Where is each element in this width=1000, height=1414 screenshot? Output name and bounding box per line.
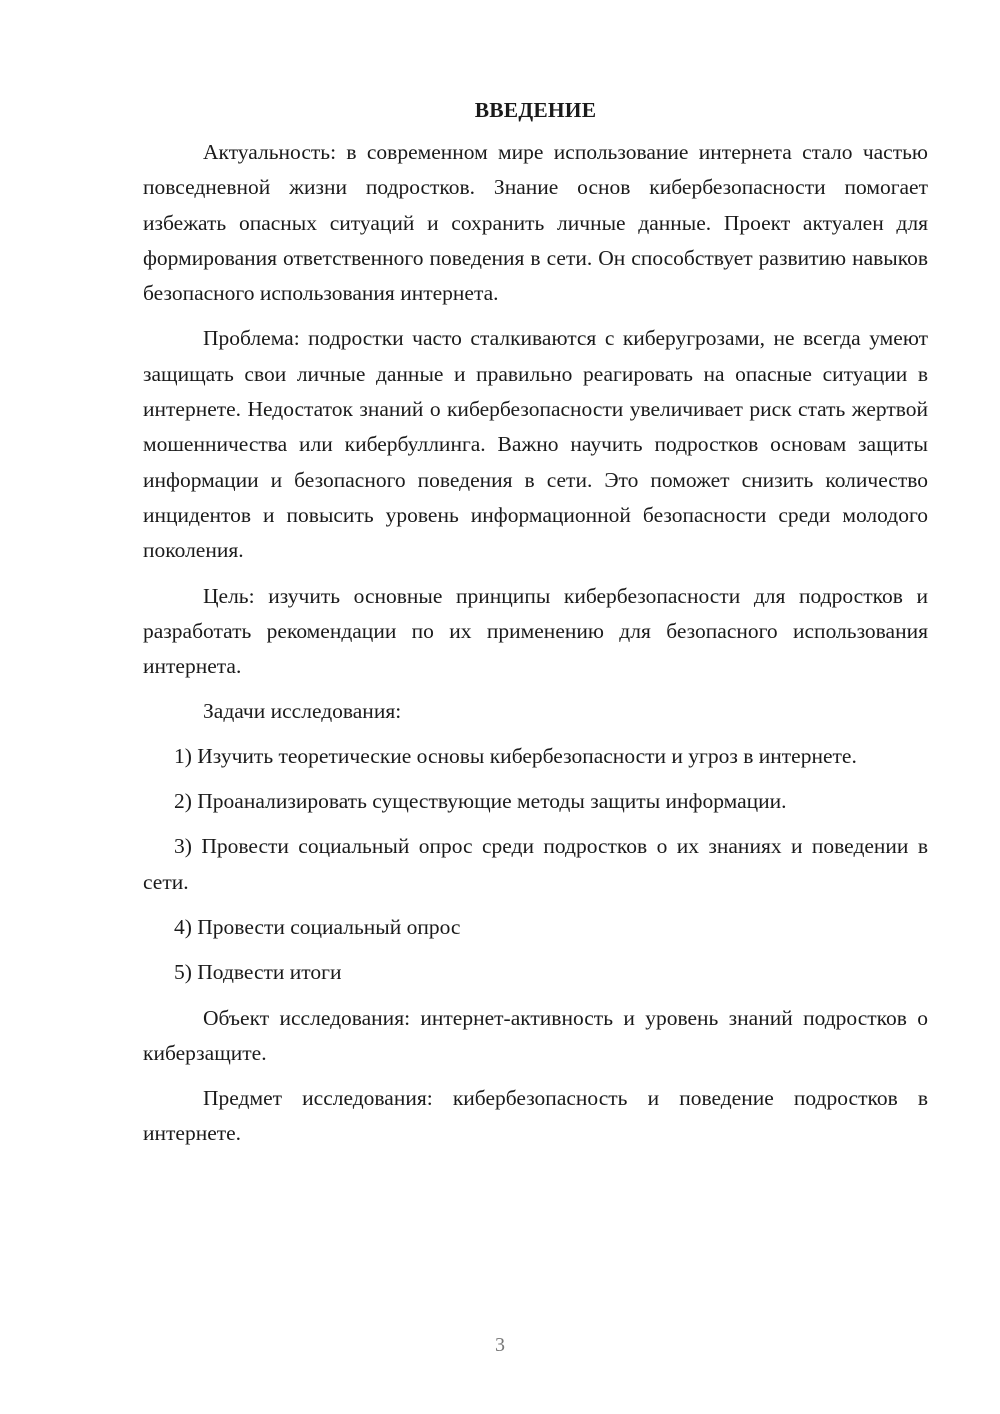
task-item-3: 3) Провести социальный опрос среди подростков о их знаниях и поведении в сети.	[143, 834, 928, 894]
paragraph-relevance: Актуальность: в современном мире использование интернета стало частью повседневной жизни подростков. Знание основ кибербезопасности помогает избежать опасных ситуаций и сохранить личные данные. Проект актуален для формирования ответственного поведения в сети. Он способствует развитию навыков безопасного использования интернета.	[143, 140, 928, 306]
page-number: 3	[495, 1334, 505, 1356]
document-page	[143, 92, 928, 1162]
paragraph-goal: Цель: изучить основные принципы кибербезопасности для подростков и разработать рекомендации по их применению для безопасного использования интернета.	[143, 583, 928, 679]
tasks-heading: Задачи исследования:	[203, 699, 402, 724]
task-item-2: 2) Проанализировать существующие методы защиты информации.	[174, 789, 787, 814]
task-item-5: 5) Подвести итоги	[174, 960, 342, 985]
paragraph-problem: Проблема: подростки часто сталкиваются с киберугрозами, не всегда умеют защищать свои личные данные и правильно реагировать на опасные ситуации в интернете. Недостаток знаний о кибербезопасности увеличивает риск стать жертвой мошенничества или кибербуллинга. Важно научить подростков основам защиты информации и безопасного поведения в сети. Это поможет снизить количество инцидентов и повысить уровень информационной безопасности среди молодого поколения.	[143, 326, 928, 563]
task-item-4: 4) Провести социальный опрос	[174, 914, 461, 939]
paragraph-subject: Предмет исследования: кибербезопасность и поведение подростков в интернете.	[143, 1086, 928, 1146]
task-item-1: 1) Изучить теоретические основы кибербезопасности и угроз в интернете.	[174, 743, 857, 768]
paragraph-object: Объект исследования: интернет-активность и уровень знаний подростков о киберзащите.	[143, 1005, 928, 1065]
page-title: ВВЕДЕНИЕ	[474, 98, 597, 122]
